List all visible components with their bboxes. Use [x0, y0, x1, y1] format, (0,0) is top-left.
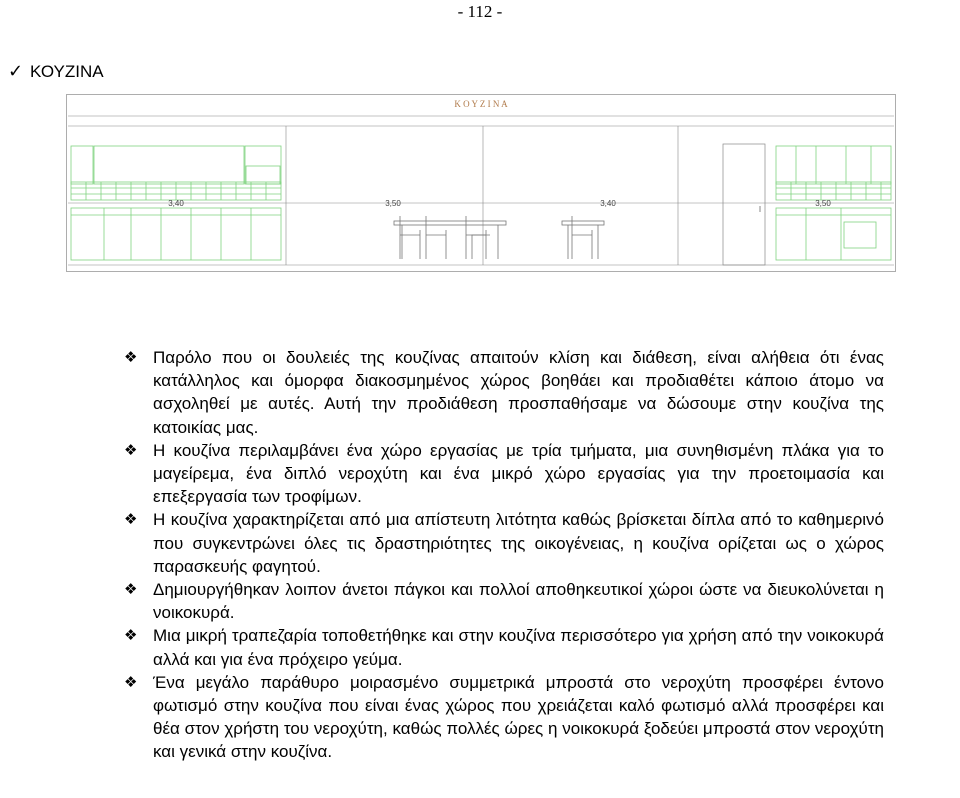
dimension-label: 3,40 [600, 199, 616, 208]
kitchen-elevation-drawing [66, 94, 896, 272]
paragraph-text: Δημιουργήθηκαν λοιπον άνετοι πάγκοι και πολλοί αποθηκευτικοί χώροι ώστε να διευκολύνεται η νοικοκυρά. [153, 580, 884, 623]
dimension-label: 3,40 [168, 199, 184, 208]
checkmark-icon: ✓ [8, 61, 24, 82]
list-item [124, 346, 884, 439]
section-title: ΚΟΥΖΙΝΑ [30, 61, 104, 81]
paragraph-text: Η κουζίνα περιλαμβάνει ένα χώρο εργασίας με τρία τμήματα, μια συνηθισμένη πλάκα για το μαγείρεμα, ένα διπλό νεροχύτη και ένα μικρό χώρο εργασίας για την προετοιμασία και επεξεργασία των τροφίμων. [153, 440, 884, 507]
drawing-title: Κ Ο Υ Ζ Ι Ν Α [454, 99, 508, 109]
paragraph-text: Παρόλο που οι δουλειές της κουζίνας απαιτούν κλίση και διάθεση, είναι αλήθεια ότι ένας κατάλληλος και όμορφα διακοσμημένος χώρος βοηθάει και προδιαθέτει κάποιο άτομο να ασχοληθεί με αυτές. Αυτή την προδιάθεση προσπαθήσαμε να δώσουμε στην κουζίνα της κατοικίας μας. [153, 348, 884, 437]
diamond-bullet-icon: ❖ [124, 510, 138, 529]
list-item [124, 671, 884, 764]
section-heading [8, 61, 104, 82]
diamond-bullet-icon: ❖ [124, 440, 138, 459]
list-item [124, 439, 884, 509]
paragraph-list [124, 346, 884, 764]
diamond-bullet-icon: ❖ [124, 348, 138, 366]
diamond-bullet-icon: ❖ [124, 672, 138, 691]
list-item [124, 624, 884, 670]
page-number: - 112 - [457, 2, 503, 21]
paragraph-text: Ένα μεγάλο παράθυρο μοιρασμένο συμμετρικά μπροστά στο νεροχύτη προσφέρει έντονο φωτισμό στην κουζίνα που είναι ένας χώρος που χρειάζεται καλό φωτισμό αλλά προσφέρει και θέα στον χρήστη του νεροχύτη, καθώς πολλές ώρες η νοικοκυρά ξοδεύει μπροστά στον νεροχύτη και γενικά στην κουζίνα. [153, 672, 884, 762]
diamond-bullet-icon: ❖ [124, 580, 138, 599]
dimension-label: 3,50 [385, 199, 401, 208]
list-item [124, 508, 884, 578]
diamond-bullet-icon: ❖ [124, 626, 138, 645]
list-item [124, 578, 884, 624]
paragraph-text: Μια μικρή τραπεζαρία τοποθετήθηκε και στην κουζίνα περισσότερο για χρήση από την νοικοκυρά αλλά και για ένα πρόχειρο γεύμα. [153, 626, 884, 669]
paragraph-text: Η κουζίνα χαρακτηρίζεται από μια απίστευτη λιτότητα καθώς βρίσκεται δίπλα από το καθημερινό που συγκεντρώνει όλες τις δραστηριότητες της οικογένειας, η κουζίνα ορίζεται ως ο χώρος παρασκευής φαγητού. [153, 510, 884, 576]
dimension-label: 3,50 [815, 199, 831, 208]
